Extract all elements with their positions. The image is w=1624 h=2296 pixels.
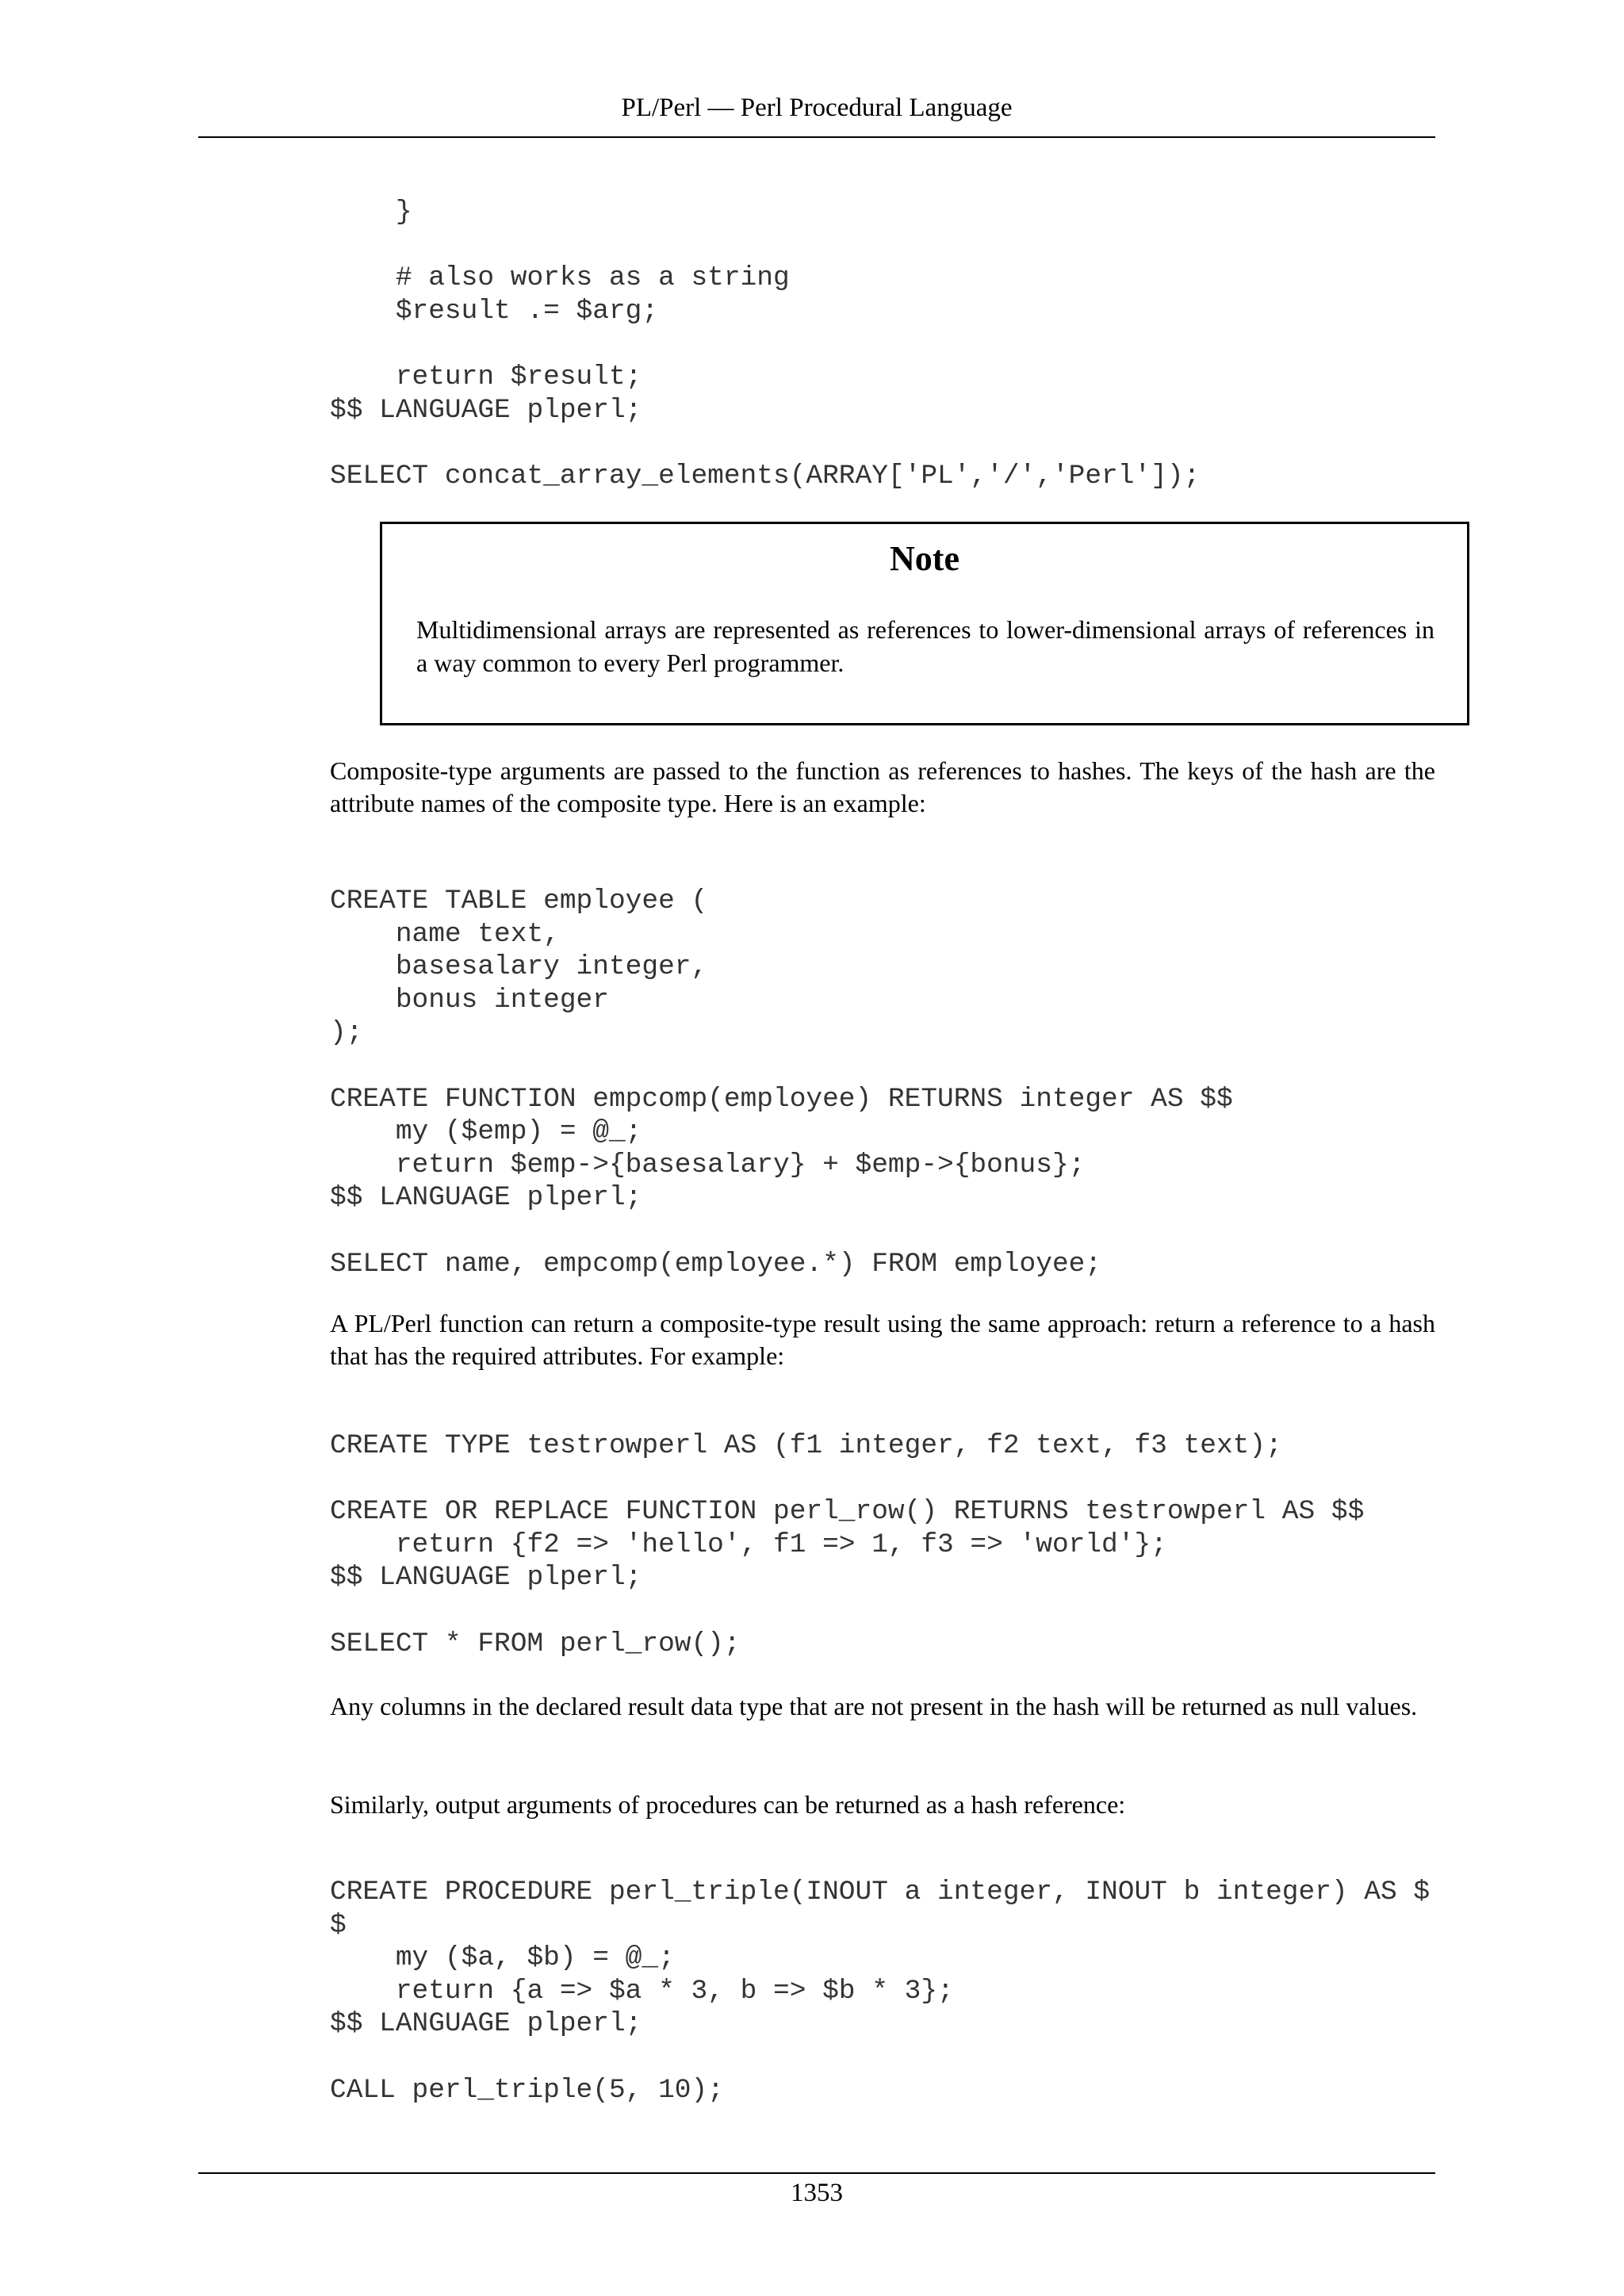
page-number: 1353 — [791, 2179, 843, 2207]
code-block-concat-array: } # also works as a string $result .= $arg; return $result; $$ LANGUAGE plperl; SELECT concat_array_elements(ARRAY['PL','/','Perl']); — [330, 197, 1201, 492]
paragraph-null-columns: Any columns in the declared result data type that are not present in the hash will be returned as null values. — [330, 1692, 1418, 1720]
paragraph-composite-result: A PL/Perl function can return a composite-type result using the same approach: return a reference to a hash that has the required attributes. For example: — [330, 1309, 1435, 1370]
page-header: PL/Perl — Perl Procedural Language — [621, 94, 1013, 122]
code-block-perl-triple: CREATE PROCEDURE perl_triple(INOUT a integer, INOUT b integer) AS $ $ my ($a, $b) = @_; return {a => $a * 3, b => $b * 3}; $$ LANGUAGE plperl; CALL perl_triple(5, 10); — [330, 1877, 1431, 2106]
paragraph-procedure-output: Similarly, output arguments of procedures can be returned as a hash reference: — [330, 1790, 1126, 1819]
code-block-perl-row: CREATE TYPE testrowperl AS (f1 integer, f2 text, f3 text); CREATE OR REPLACE FUNCTION perl_row() RETURNS testrowperl AS $$ return {f2 => 'hello', f1 => 1, f3 => 'world'}; $$ LANGUAGE plperl; SELECT * FROM perl_row(); — [330, 1430, 1365, 1659]
header-rule — [198, 136, 1435, 138]
note-box — [380, 522, 1469, 725]
note-text: Multidimensional arrays are represented as references to lower-dimensional arrays of references in a way common to every Perl programmer. — [416, 615, 1434, 677]
code-block-employee: CREATE TABLE employee ( name text, basesalary integer, bonus integer ); CREATE FUNCTION empcomp(employee) RETURNS integer AS $$ my ($emp) = @_; return $emp->{basesalary} + $emp->{bonus}; $$ LANGUAGE plperl; SELECT name, empcomp(employee.*) FROM employee; — [330, 886, 1233, 1280]
note-title: Note — [890, 539, 959, 578]
footer-rule — [198, 2172, 1435, 2174]
paragraph-composite-arguments: Composite-type arguments are passed to the function as references to hashes. The keys of the hash are the attribute names of the composite type. Here is an example: — [330, 756, 1435, 817]
